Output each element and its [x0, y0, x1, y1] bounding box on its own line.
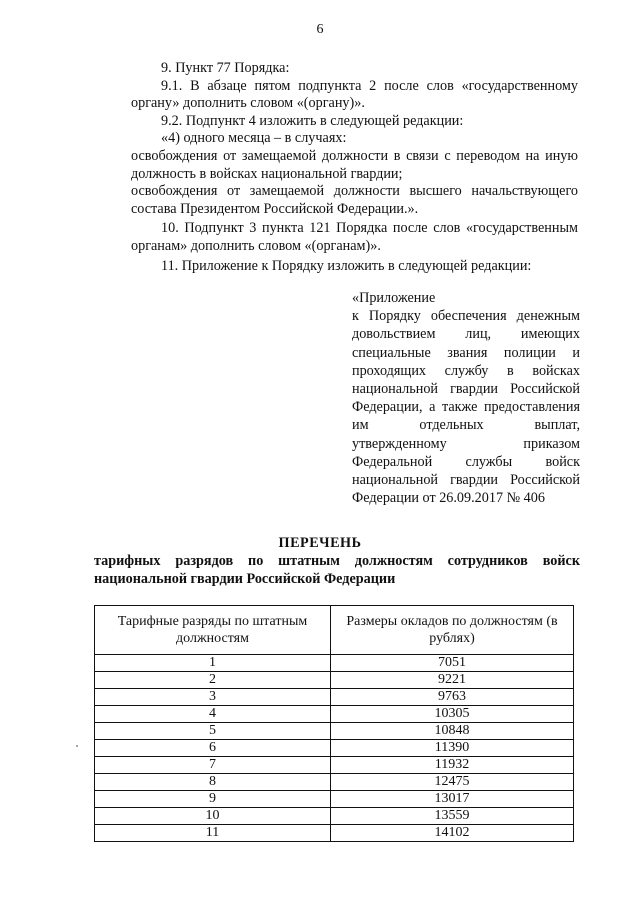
paragraph-4-one-month: «4) одного месяца – в случаях: [161, 130, 347, 147]
appendix-heading: «Приложение [352, 290, 436, 306]
tariff-grade-cell: 3 [95, 689, 331, 706]
header-salary-amount: Размеры окладов по должностям (в рублях) [331, 606, 574, 655]
table-row [95, 791, 574, 808]
table-row [95, 757, 574, 774]
tariff-grade-cell: 1 [95, 655, 331, 672]
scan-speck [76, 745, 78, 747]
tariff-grade-cell: 4 [95, 706, 331, 723]
header-tariff-grade: Тарифные разряды по штатным должностям [95, 606, 331, 655]
salary-cell: 10848 [331, 723, 574, 740]
tariff-grade-cell: 11 [95, 825, 331, 842]
salary-cell: 9763 [331, 689, 574, 706]
paragraph-10: 10. Подпункт 3 пункта 121 Порядка после слов «государственным органам» дополнить словом «(органам)». [131, 220, 578, 254]
table-row [95, 723, 574, 740]
table-row [95, 740, 574, 757]
appendix-body: к Порядку обеспечения денежным довольствием лиц, имеющих специальные звания полиции и проходящих службу в войсках национальной гвардии Российской Федерации, а также предоставления им отдельных выплат, утвержденному приказом Федеральной службы войск национальной гвардии Российской [352, 308, 580, 489]
list-title: ПЕРЕЧЕНЬ [278, 535, 362, 551]
salary-table [94, 605, 574, 842]
salary-cell: 12475 [331, 774, 574, 791]
salary-cell: 13017 [331, 791, 574, 808]
tariff-grade-cell: 6 [95, 740, 331, 757]
paragraph-senior-release: освобождения от замещаемой должности высшего начальствующего состава Президентом Российской Федерации.». [131, 183, 578, 217]
table-row [95, 706, 574, 723]
salary-cell: 11390 [331, 740, 574, 757]
paragraph-transfer-release: освобождения от замещаемой должности в связи с переводом на иную должность в войсках национальной гвардии; [131, 147, 578, 182]
salary-cell: 11932 [331, 757, 574, 774]
paragraph-9-2: 9.2. Подпункт 4 изложить в следующей редакции: [161, 112, 464, 129]
tariff-grade-cell: 9 [95, 791, 331, 808]
tariff-grade-cell: 5 [95, 723, 331, 740]
paragraph-9: 9. Пункт 77 Порядка: [161, 60, 290, 76]
list-subtitle: тарифных разрядов по штатным должностям сотрудников войск национальной гвардии Российской Федерации [94, 553, 580, 587]
paragraph-11: 11. Приложение к Порядку изложить в следующей редакции: [161, 257, 532, 274]
table-row [95, 655, 574, 672]
appendix-order-reference: Федерации от 26.09.2017 № 406 [352, 490, 545, 507]
table-header-row [95, 606, 574, 655]
paragraph-9-1: 9.1. В абзаце пятом подпункта 2 после слов «государственному органу» дополнить словом «(органу)». [131, 77, 578, 112]
salary-cell: 14102 [331, 825, 574, 842]
table-row [95, 672, 574, 689]
table-row [95, 808, 574, 825]
tariff-grade-cell: 7 [95, 757, 331, 774]
salary-cell: 10305 [331, 706, 574, 723]
amendments-text [131, 60, 578, 275]
salary-table-container [94, 605, 574, 842]
salary-cell: 13559 [331, 808, 574, 825]
salary-cell: 7051 [331, 655, 574, 672]
table-row [95, 774, 574, 791]
table-row [95, 825, 574, 842]
page-number: 6 [316, 22, 324, 37]
tariff-grade-cell: 2 [95, 672, 331, 689]
tariff-grade-cell: 8 [95, 774, 331, 791]
tariff-grade-cell: 10 [95, 808, 331, 825]
salary-cell: 9221 [331, 672, 574, 689]
table-row [95, 689, 574, 706]
appendix-block [352, 289, 580, 507]
